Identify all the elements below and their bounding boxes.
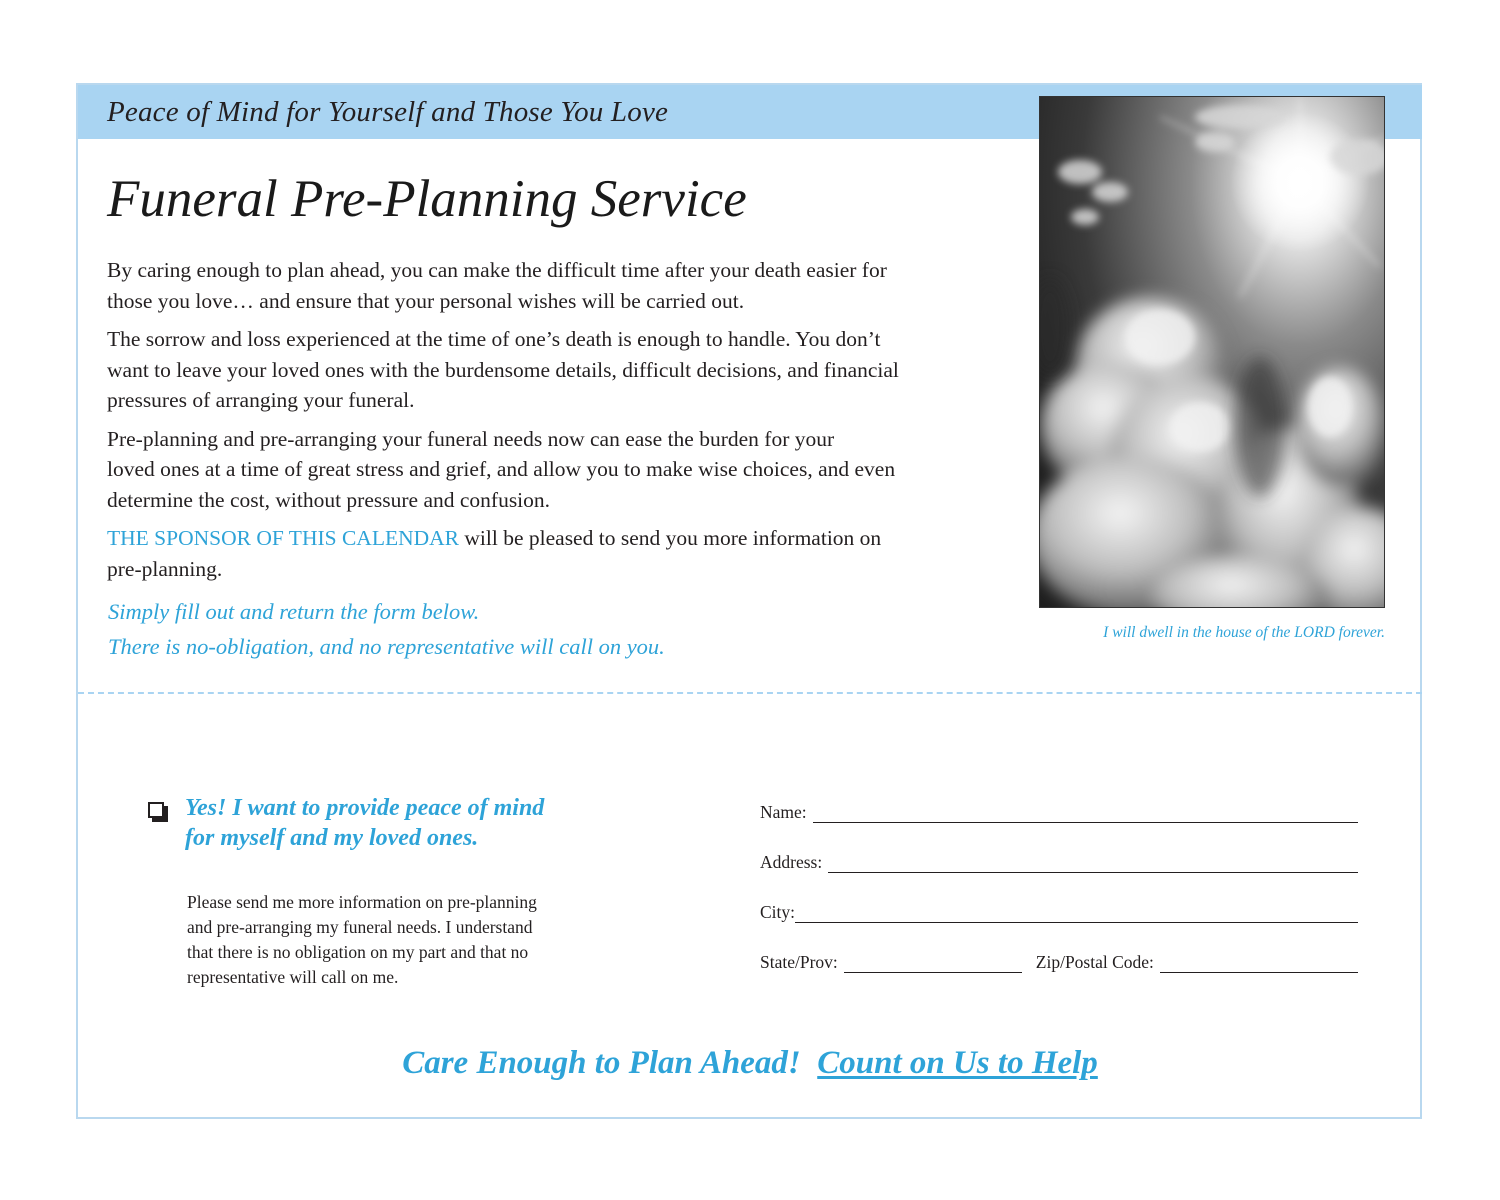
zip-field[interactable]: [1160, 954, 1358, 973]
request-text: [187, 890, 587, 990]
note-line-1: Simply fill out and return the form below.: [108, 599, 480, 624]
paragraph-2: [107, 324, 942, 416]
paragraph-1-line-1: By caring enough to plan ahead, you can make the difficult time after your death easier for: [107, 258, 887, 282]
name-row: [760, 797, 1358, 823]
count-on-us-link[interactable]: Count on Us to Help: [817, 1045, 1098, 1081]
state-label: State/Prov:: [760, 952, 838, 972]
sponsor-text-line-2: pre-planning.: [107, 556, 223, 581]
sponsor-text-line-1: will be pleased to send you more information on: [459, 526, 882, 550]
body-text: [107, 255, 942, 592]
paragraph-3-line-1: Pre-planning and pre-arranging your funeral needs now can ease the burden for your: [107, 426, 835, 451]
sponsor-paragraph: [107, 523, 942, 584]
paragraph-2-line-2: want to leave your loved ones with the burdensome details, difficult decisions, and financial: [107, 357, 899, 382]
closing-tagline: [78, 1045, 1422, 1082]
name-field[interactable]: [813, 804, 1358, 823]
page-title: Funeral Pre-Planning Service: [107, 170, 747, 228]
request-line-4: representative will call on me.: [187, 967, 399, 987]
paragraph-2-line-1: The sorrow and loss experienced at the time of one’s death is enough to handle. You don’t: [107, 327, 881, 351]
yes-line-1: Yes! I want to provide peace of mind: [185, 795, 545, 821]
request-line-3: that there is no obligation on my part and that no: [187, 942, 529, 962]
address-label: Address:: [760, 852, 823, 872]
paragraph-2-line-3: pressures of arranging your funeral.: [107, 388, 415, 412]
paragraph-3: [107, 424, 942, 516]
tear-off-divider: [78, 692, 1422, 694]
sky-photo: [1039, 96, 1385, 608]
yes-line-2: for myself and my loved ones.: [185, 825, 479, 851]
city-row: [760, 897, 1358, 923]
sky-clouds-image: [1040, 97, 1385, 608]
return-form-note: [108, 594, 665, 664]
header-tagline: Peace of Mind for Yourself and Those You Love: [107, 96, 669, 128]
name-label: Name:: [760, 802, 807, 822]
paragraph-3-line-2: loved ones at a time of great stress and grief, and allow you to make wise choices, and even: [107, 457, 896, 481]
request-line-2: and pre-arranging my funeral needs. I understand: [187, 917, 533, 937]
address-field[interactable]: [828, 854, 1358, 873]
address-row: [760, 847, 1358, 873]
request-line-1: Please send me more information on pre-planning: [187, 892, 537, 912]
city-label: City:: [760, 902, 796, 922]
yes-statement: [185, 793, 544, 853]
sponsor-highlight: THE SPONSOR OF THIS CALENDAR: [107, 526, 460, 550]
note-line-2: There is no-obligation, and no representative will call on you.: [108, 634, 665, 659]
state-zip-row: [760, 947, 1358, 973]
brochure-card: [76, 83, 1422, 1119]
photo-caption: I will dwell in the house of the LORD forever.: [1103, 624, 1385, 641]
paragraph-1-line-2: those you love… and ensure that your personal wishes will be carried out.: [107, 288, 745, 313]
city-field[interactable]: [795, 904, 1358, 923]
paragraph-1: [107, 255, 942, 316]
closing-tagline-part-1: Care Enough to Plan Ahead!: [402, 1045, 801, 1081]
zip-label: Zip/Postal Code:: [1035, 952, 1154, 972]
interest-checkbox[interactable]: [148, 802, 170, 824]
paragraph-3-line-3: determine the cost, without pressure and confusion.: [107, 487, 551, 512]
state-field[interactable]: [844, 954, 1022, 973]
checkbox-box: [148, 802, 164, 818]
